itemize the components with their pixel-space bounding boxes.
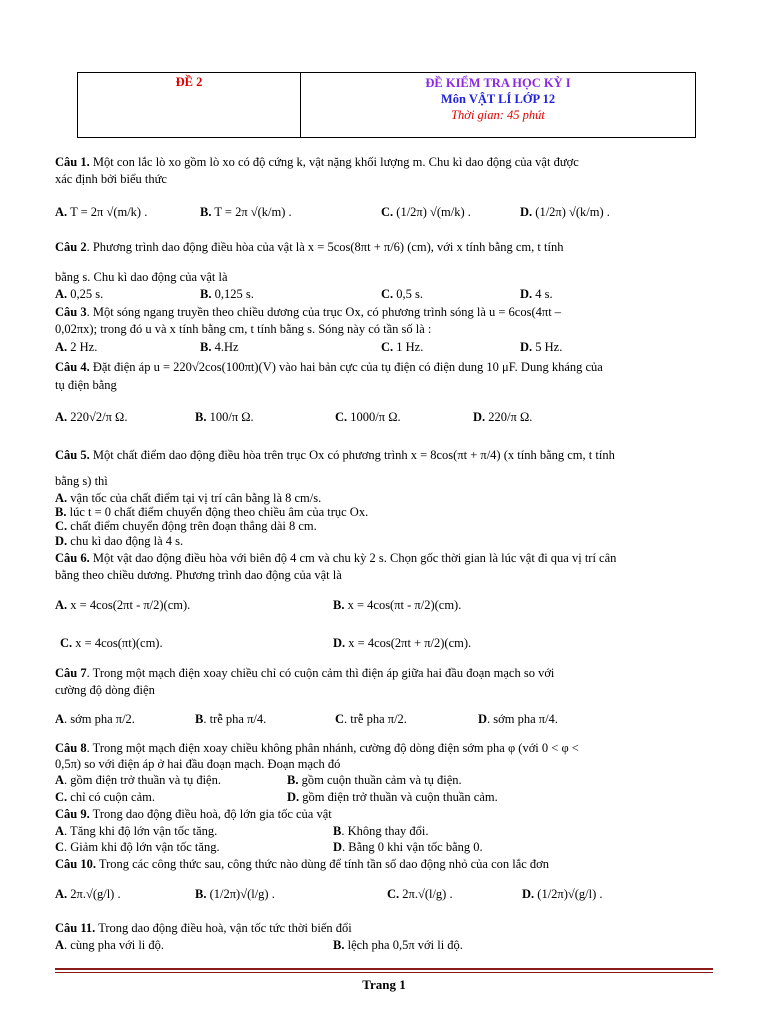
q7-option-d: D. sớm pha π/4. xyxy=(478,712,558,726)
q5-option-a: A. vận tốc của chất điểm tại vị trí cân bằng là 8 cm/s. xyxy=(55,491,322,505)
question-7: Câu 7. Trong một mạch điện xoay chiều chỉ có cuộn cảm thì điện áp giữa hai đầu đoạn mạch so với xyxy=(55,666,555,680)
q6-option-a: A. x = 4cos(2πt - π/2)(cm). xyxy=(55,598,191,612)
q3-option-c: C. 1 Hz. xyxy=(381,340,424,354)
q8-option-a: A. gồm điện trở thuần và tụ điện. xyxy=(55,773,221,787)
q5-option-c: C. chất điểm chuyển động trên đoạn thẳng dài 8 cm. xyxy=(55,519,317,533)
question-5-line-2: bằng s) thì xyxy=(55,474,108,488)
question-3: Câu 3. Một sóng ngang truyền theo chiều dương của trục Ox, có phương trình sóng là u = 6cos(4πt – xyxy=(55,305,562,319)
exam-header-table xyxy=(77,72,696,138)
q7-option-a: A. sớm pha π/2. xyxy=(55,712,135,726)
exam-code: ĐỀ 2 xyxy=(78,73,301,137)
exam-title-block xyxy=(301,73,695,137)
footer-rule xyxy=(55,968,713,970)
q3-option-b: B. 4.Hz xyxy=(200,340,239,354)
q1-option-a: A. T = 2π √(m/k) . xyxy=(55,205,148,219)
q10-option-d: D. (1/2π)√(g/l) . xyxy=(522,887,603,901)
question-9: Câu 9. Trong dao động điều hoà, độ lớn gia tốc của vật xyxy=(55,807,332,821)
question-7-line-2: cường độ dòng điện xyxy=(55,683,155,697)
q10-option-c: C. 2π.√(l/g) . xyxy=(387,887,453,901)
q11-option-b: B. lệch pha 0,5π với li độ. xyxy=(333,938,463,952)
exam-time: Thời gian: 45 phút xyxy=(451,108,545,122)
q7-option-b: B. trễ pha π/4. xyxy=(195,712,267,726)
question-4: Câu 4. Đặt điện áp u = 220√2cos(100πt)(V) vào hai bản cực của tụ điện có điện dung 10 μF. Dung kháng của xyxy=(55,360,603,374)
q4-option-d: D. 220/π Ω. xyxy=(473,410,533,424)
q1-option-c: C. (1/2π) √(m/k) . xyxy=(381,205,471,219)
question-4-line-2: tụ điện bằng xyxy=(55,378,117,392)
q3-option-d: D. 5 Hz. xyxy=(520,340,563,354)
q8-option-b: B. gồm cuộn thuần cảm và tụ điện. xyxy=(287,773,462,787)
question-8-line-2: 0,5π) so với điện áp ở hai đầu đoạn mạch. Đoạn mạch đó xyxy=(55,757,341,771)
q10-option-b: B. (1/2π)√(l/g) . xyxy=(195,887,275,901)
q5-option-b: B. lúc t = 0 chất điểm chuyển động theo chiều âm của trục Ox. xyxy=(55,505,369,519)
question-2-line-2: bằng s. Chu kì dao động của vật là xyxy=(55,270,228,284)
question-1: Câu 1. Một con lắc lò xo gồm lò xo có độ cứng k, vật nặng khối lượng m. Chu kì dao động của vật được xyxy=(55,155,579,169)
exam-subject: Môn VẬT LÍ LỚP 12 xyxy=(440,92,556,106)
q8-option-d: D. gồm điện trở thuần và cuộn thuần cảm. xyxy=(287,790,498,804)
question-11: Câu 11. Trong dao động điều hoà, vận tốc tức thời biến đổi xyxy=(55,921,352,935)
question-1-line-2: xác định bởi biểu thức xyxy=(55,172,167,186)
q9-option-a: A. Tăng khi độ lớn vận tốc tăng. xyxy=(55,824,218,838)
question-3-line-2: 0,02πx); trong đó u và x tính bằng cm, t tính bằng s. Sóng này có tần số là : xyxy=(55,322,432,336)
q4-option-a: A. 220√2/π Ω. xyxy=(55,410,128,424)
q10-option-a: A. 2π.√(g/l) . xyxy=(55,887,121,901)
q3-option-a: A. 2 Hz. xyxy=(55,340,98,354)
q2-option-c: C. 0,5 s. xyxy=(381,287,424,301)
q2-option-a: A. 0,25 s. xyxy=(55,287,104,301)
page-number: Trang 1 xyxy=(362,977,406,992)
q9-option-c: C. Giảm khi độ lớn vận tốc tăng. xyxy=(55,840,220,854)
q11-option-a: A. cùng pha với li độ. xyxy=(55,938,165,952)
footer-rule-thin xyxy=(55,972,713,973)
q5-option-d: D. chu kì dao động là 4 s. xyxy=(55,534,184,548)
q2-option-b: B. 0,125 s. xyxy=(200,287,254,301)
q6-option-c: C. x = 4cos(πt)(cm). xyxy=(60,636,163,650)
question-2: Câu 2. Phương trình dao động điều hòa của vật là x = 5cos(8πt + π/6) (cm), với x tính bằng cm, t tính xyxy=(55,240,564,254)
q9-option-b: B. Không thay đổi. xyxy=(333,824,429,838)
q6-option-b: B. x = 4cos(πt - π/2)(cm). xyxy=(333,598,462,612)
question-6: Câu 6. Một vật dao động điều hòa với biên độ 4 cm và chu kỳ 2 s. Chọn gốc thời gian là lúc vật đi qua vị trí cân xyxy=(55,551,617,565)
question-6-line-2: bằng theo chiều dương. Phương trình dao động của vật là xyxy=(55,568,342,582)
q8-option-c: C. chỉ có cuộn cảm. xyxy=(55,790,155,804)
q4-option-c: C. 1000/π Ω. xyxy=(335,410,401,424)
exam-title: ĐỀ KIỂM TRA HỌC KỲ I xyxy=(425,76,571,90)
q2-option-d: D. 4 s. xyxy=(520,287,553,301)
q9-option-d: D. Bằng 0 khi vận tốc bằng 0. xyxy=(333,840,483,854)
q4-option-b: B. 100/π Ω. xyxy=(195,410,254,424)
q1-option-b: B. T = 2π √(k/m) . xyxy=(200,205,292,219)
q1-option-d: D. (1/2π) √(k/m) . xyxy=(520,205,610,219)
q7-option-c: C. trễ pha π/2. xyxy=(335,712,407,726)
q6-option-d: D. x = 4cos(2πt + π/2)(cm). xyxy=(333,636,472,650)
question-10: Câu 10. Trong các công thức sau, công thức nào dùng để tính tần số dao động nhỏ của con lắc đơn xyxy=(55,857,550,871)
question-5: Câu 5. Một chất điểm dao động điều hòa trên trục Ox có phương trình x = 8cos(πt + π/4) (x tính bằng cm, t tính xyxy=(55,448,615,462)
question-8: Câu 8. Trong một mạch điện xoay chiều không phân nhánh, cường độ dòng điện sớm pha φ (với 0 < φ < xyxy=(55,741,579,755)
